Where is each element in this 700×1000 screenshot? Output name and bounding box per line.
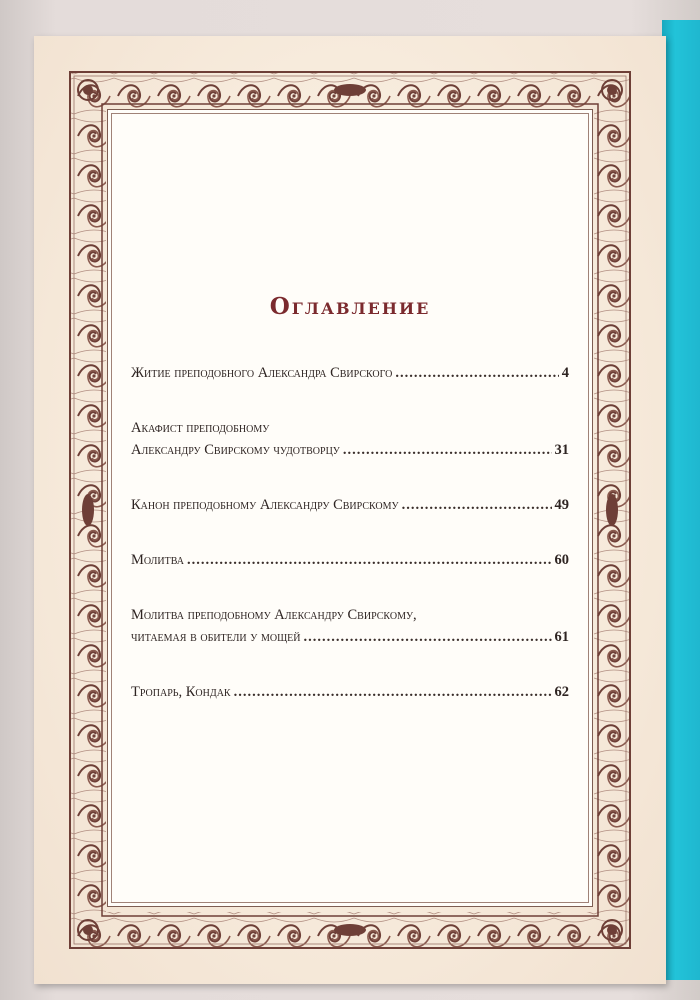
- leader-dots: [187, 549, 552, 571]
- toc-line: [131, 626, 569, 648]
- toc-line: [131, 494, 569, 516]
- contents-panel: [107, 109, 593, 907]
- toc-page-number: 4: [561, 365, 569, 381]
- toc-line: [131, 681, 569, 703]
- leader-dots: [304, 626, 552, 648]
- toc-entry-title: Молитва: [131, 552, 184, 568]
- toc-entry-title-cont: читаемая в обители у мощей: [131, 629, 301, 645]
- toc-line: [131, 604, 569, 626]
- toc-entry-title-cont: Александру Свирскому чудотворцу: [131, 442, 340, 458]
- toc-page-number: 31: [554, 442, 569, 458]
- toc-line: [131, 417, 569, 439]
- toc-entry: [131, 362, 569, 384]
- toc-entry-title: Молитва преподобному Александру Свирскому,: [131, 607, 417, 623]
- toc-entry: [131, 417, 569, 461]
- toc-page-number: 49: [554, 497, 569, 513]
- leader-dots: [343, 439, 552, 461]
- book-cover-edge: [662, 20, 700, 980]
- leader-dots: [234, 681, 552, 703]
- toc-line: [131, 549, 569, 571]
- toc-page-number: 60: [554, 552, 569, 568]
- toc-line: [131, 439, 569, 461]
- toc-entry: [131, 604, 569, 648]
- book-page: [34, 36, 666, 984]
- toc-page-number: 62: [554, 684, 569, 700]
- toc-entry-title: Тропарь, Кондак: [131, 684, 231, 700]
- leader-dots: [402, 494, 552, 516]
- toc-line: [131, 362, 569, 384]
- toc-entry: [131, 681, 569, 703]
- toc-entry-title: Акафист преподобному: [131, 420, 270, 436]
- page-title: Оглавление: [269, 293, 431, 320]
- toc-entry: [131, 549, 569, 571]
- leader-dots: [395, 362, 558, 384]
- toc-entry-title: Житие преподобного Александра Свирского: [131, 365, 393, 381]
- table-of-contents: [131, 362, 569, 736]
- toc-entry: [131, 494, 569, 516]
- toc-entry-title: Канон преподобному Александру Свирскому: [131, 497, 399, 513]
- toc-page-number: 61: [554, 629, 569, 645]
